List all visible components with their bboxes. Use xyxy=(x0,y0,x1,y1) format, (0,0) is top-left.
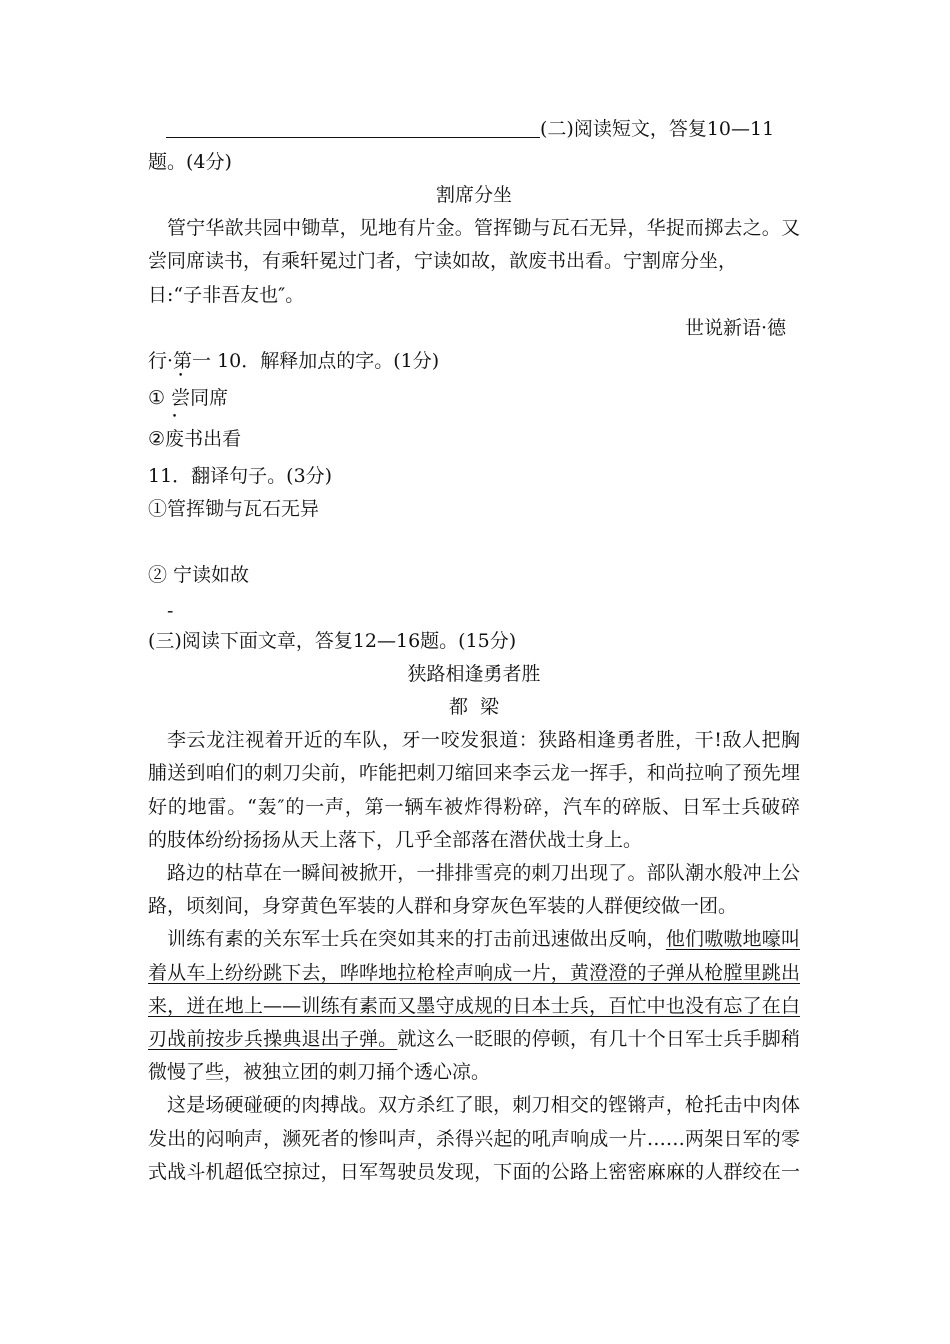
article-line: 微慢了些，被独立团的刺刀捅个透心凉。 xyxy=(148,1061,491,1083)
article-line: 这是场硬碰硬的肉搏战。双方杀红了眼，刺刀相交的铿锵声，枪托击中肉体 xyxy=(167,1094,800,1116)
emphasis-dot-char: 废 xyxy=(165,428,185,450)
question-11-item-1: ①管挥锄与瓦石无异 xyxy=(148,498,320,520)
article-author: 都 梁 xyxy=(448,696,500,718)
question-10: 行·第一 10．解释加点的字。(1分) xyxy=(148,350,440,372)
section3-heading: (三)阅读下面文章，答复12—16题。(15分) xyxy=(148,630,517,652)
article-line: 路，顷刻间，身穿黄色军装的人群和身穿灰色军装的人群便绞做一团。 xyxy=(148,895,738,917)
passage-line: 管宁华歆共园中锄草，见地有片金。管挥锄与瓦石无异，华捉而掷去之。又 xyxy=(167,217,800,239)
article-line: 的肢体纷纷扬扬从天上落下，几乎全部落在潜伏战士身上。 xyxy=(148,829,643,851)
answer-blank-line xyxy=(166,117,540,138)
section2-heading: (二)阅读短文，答复10—11 xyxy=(148,116,774,142)
article-line: 发出的闷响声，濒死者的惨叫声，杀得兴起的吼声响成一片……两架日军的零 xyxy=(148,1128,800,1150)
passage-line: 尝同席读书，有乘轩冕过门者，宁读如故，歆废书出看。宁割席分坐， xyxy=(148,250,738,272)
section2-heading-cont: 题。(4分) xyxy=(148,151,232,173)
article-line: 训练有素的关东军士兵在突如其来的打击前迅速做出反响，他们嗷嗷地嚎叫 xyxy=(167,928,800,950)
question-10-item-2: ②废书出看 xyxy=(148,428,242,450)
underlined-sentence: 刃战前按步兵操典退出子弹。 xyxy=(148,1028,398,1050)
question-11: 11．翻译句子。(3分) xyxy=(148,465,333,487)
article-title: 狭路相逢勇者胜 xyxy=(407,663,541,685)
underlined-sentence: 他们嗷嗷地嚎叫 xyxy=(665,928,800,950)
article-line: 式战斗机超低空掠过，日军驾驶员发现，下面的公路上密密麻麻的人群绞在一 xyxy=(148,1161,800,1183)
article-line: 脯送到咱们的刺刀尖前，咋能把刺刀缩回来李云龙一挥手，和尚拉响了预先埋 xyxy=(148,762,800,784)
passage-title: 割席分坐 xyxy=(435,184,512,206)
article-line: 路边的枯草在一瞬间被掀开，一排排雪亮的刺刀出现了。部队潮水般冲上公 xyxy=(167,862,800,884)
question-10-item-1: ① 尝同席 xyxy=(148,387,229,409)
article-line: 刃战前按步兵操典退出子弹。就这么一眨眼的停顿，有几十个日军士兵手脚稍 xyxy=(148,1028,800,1050)
emphasis-dot-char: 尝 xyxy=(171,387,191,409)
article-line xyxy=(148,960,800,986)
dash-mark: - xyxy=(167,600,174,622)
question-11-item-2: ② 宁读如故 xyxy=(148,564,250,586)
underlined-sentence: 着从车上纷纷跳下去，哗哗地拉枪栓声响成一片，黄澄澄的子弹从枪膛里跳出 xyxy=(148,962,800,984)
article-line xyxy=(148,993,800,1019)
passage-source: 世说新语·德 xyxy=(684,317,786,339)
article-line: 李云龙注视着开近的车队，牙一咬发狠道：狭路相逢勇者胜，干!敌人把胸 xyxy=(167,729,800,751)
passage-line: 日:“子非吾友也″。 xyxy=(148,284,305,306)
article-line: 好的地雷。“轰″的一声，第一辆车被炸得粉碎，汽车的碎版、日军士兵破碎 xyxy=(148,796,800,818)
underlined-sentence: 来，迸在地上——训练有素而又墨守成规的日本士兵，百忙中也没有忘了在白 xyxy=(148,995,800,1017)
